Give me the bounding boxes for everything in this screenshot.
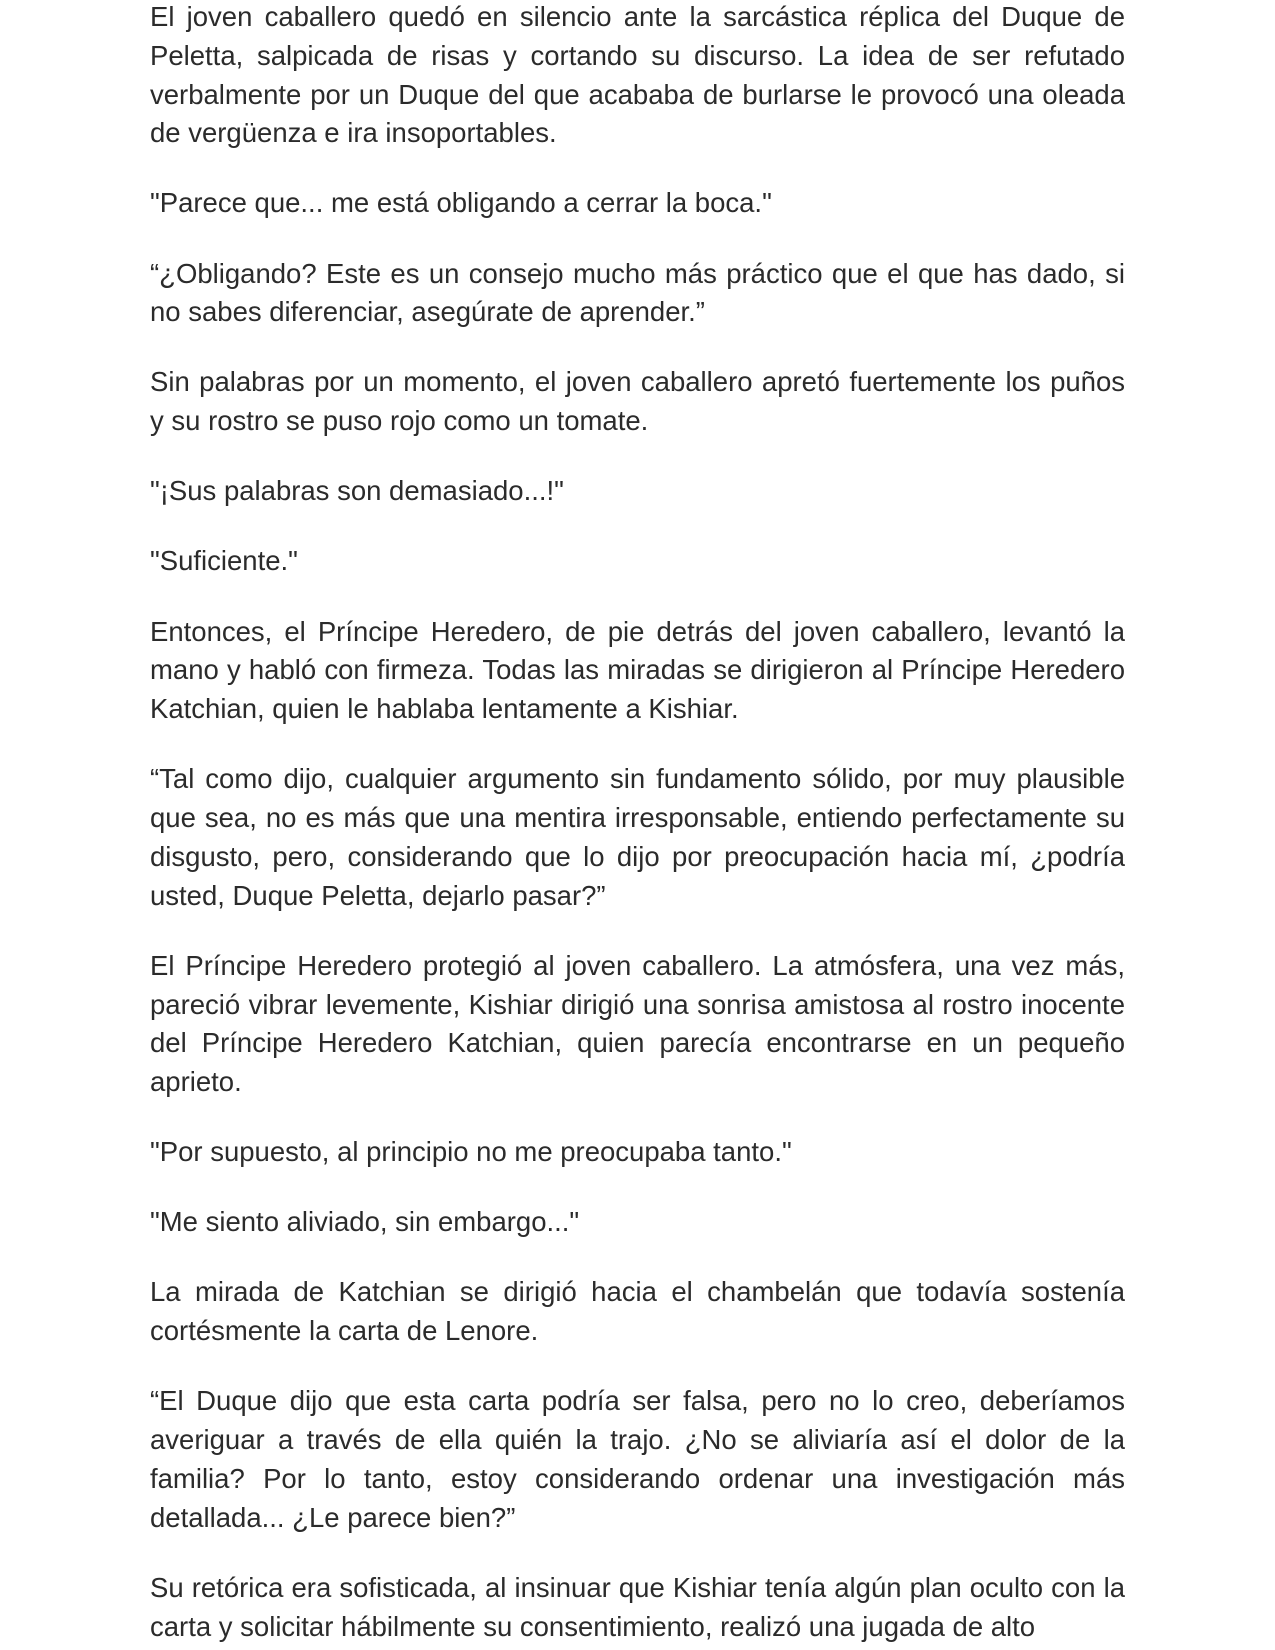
paragraph: Entonces, el Príncipe Heredero, de pie detrás del joven caballero, levantó la mano y habló con firmeza. Todas las miradas se dirigieron al Príncipe Heredero Katchian, quien le hablaba lentamente a Kishiar.	[150, 615, 1125, 725]
paragraph: “Tal como dijo, cualquier argumento sin fundamento sólido, por muy plausible que sea, no es más que una mentira irresponsable, entiendo perfectamente su disgusto, pero, considerando que lo dijo por preocupación hacia mí, ¿podría usted, Duque Peletta, dejarlo pasar?”	[150, 763, 1125, 911]
document-page	[150, 0, 1125, 1650]
paragraph: "¡Sus palabras son demasiado...!"	[150, 475, 564, 507]
paragraph: "Por supuesto, al principio no me preocupaba tanto."	[150, 1136, 792, 1168]
paragraph: "Parece que... me está obligando a cerrar la boca."	[150, 187, 772, 219]
paragraph: "Suficiente."	[150, 545, 298, 577]
paragraph: Sin palabras por un momento, el joven caballero apretó fuertemente los puños y su rostro se puso rojo como un tomate.	[150, 366, 1125, 437]
document-body	[150, 0, 1125, 1646]
paragraph: "Me siento aliviado, sin embargo..."	[150, 1206, 580, 1238]
paragraph: “¿Obligando? Este es un consejo mucho más práctico que el que has dado, si no sabes diferenciar, asegúrate de aprender.”	[150, 257, 1125, 328]
paragraph: “El Duque dijo que esta carta podría ser falsa, pero no lo creo, deberíamos averiguar a través de ella quién la trajo. ¿No se aliviaría así el dolor de la familia? Por lo tanto, estoy considerando ordenar una investigación más detallada... ¿Le parece bien?”	[150, 1385, 1125, 1533]
paragraph: Su retórica era sofisticada, al insinuar que Kishiar tenía algún plan oculto con la carta y solicitar hábilmente su consentimiento, realizó una jugada de alto	[150, 1571, 1125, 1642]
paragraph: La mirada de Katchian se dirigió hacia el chambelán que todavía sostenía cortésmente la carta de Lenore.	[150, 1276, 1125, 1347]
paragraph: El joven caballero quedó en silencio ante la sarcástica réplica del Duque de Peletta, salpicada de risas y cortando su discurso. La idea de ser refutado verbalmente por un Duque del que acababa de burlarse le provocó una oleada de vergüenza e ira insoportables.	[150, 1, 1125, 149]
paragraph: El Príncipe Heredero protegió al joven caballero. La atmósfera, una vez más, pareció vibrar levemente, Kishiar dirigió una sonrisa amistosa al rostro inocente del Príncipe Heredero Katchian, quien parecía encontrarse en un pequeño aprieto.	[150, 949, 1125, 1098]
